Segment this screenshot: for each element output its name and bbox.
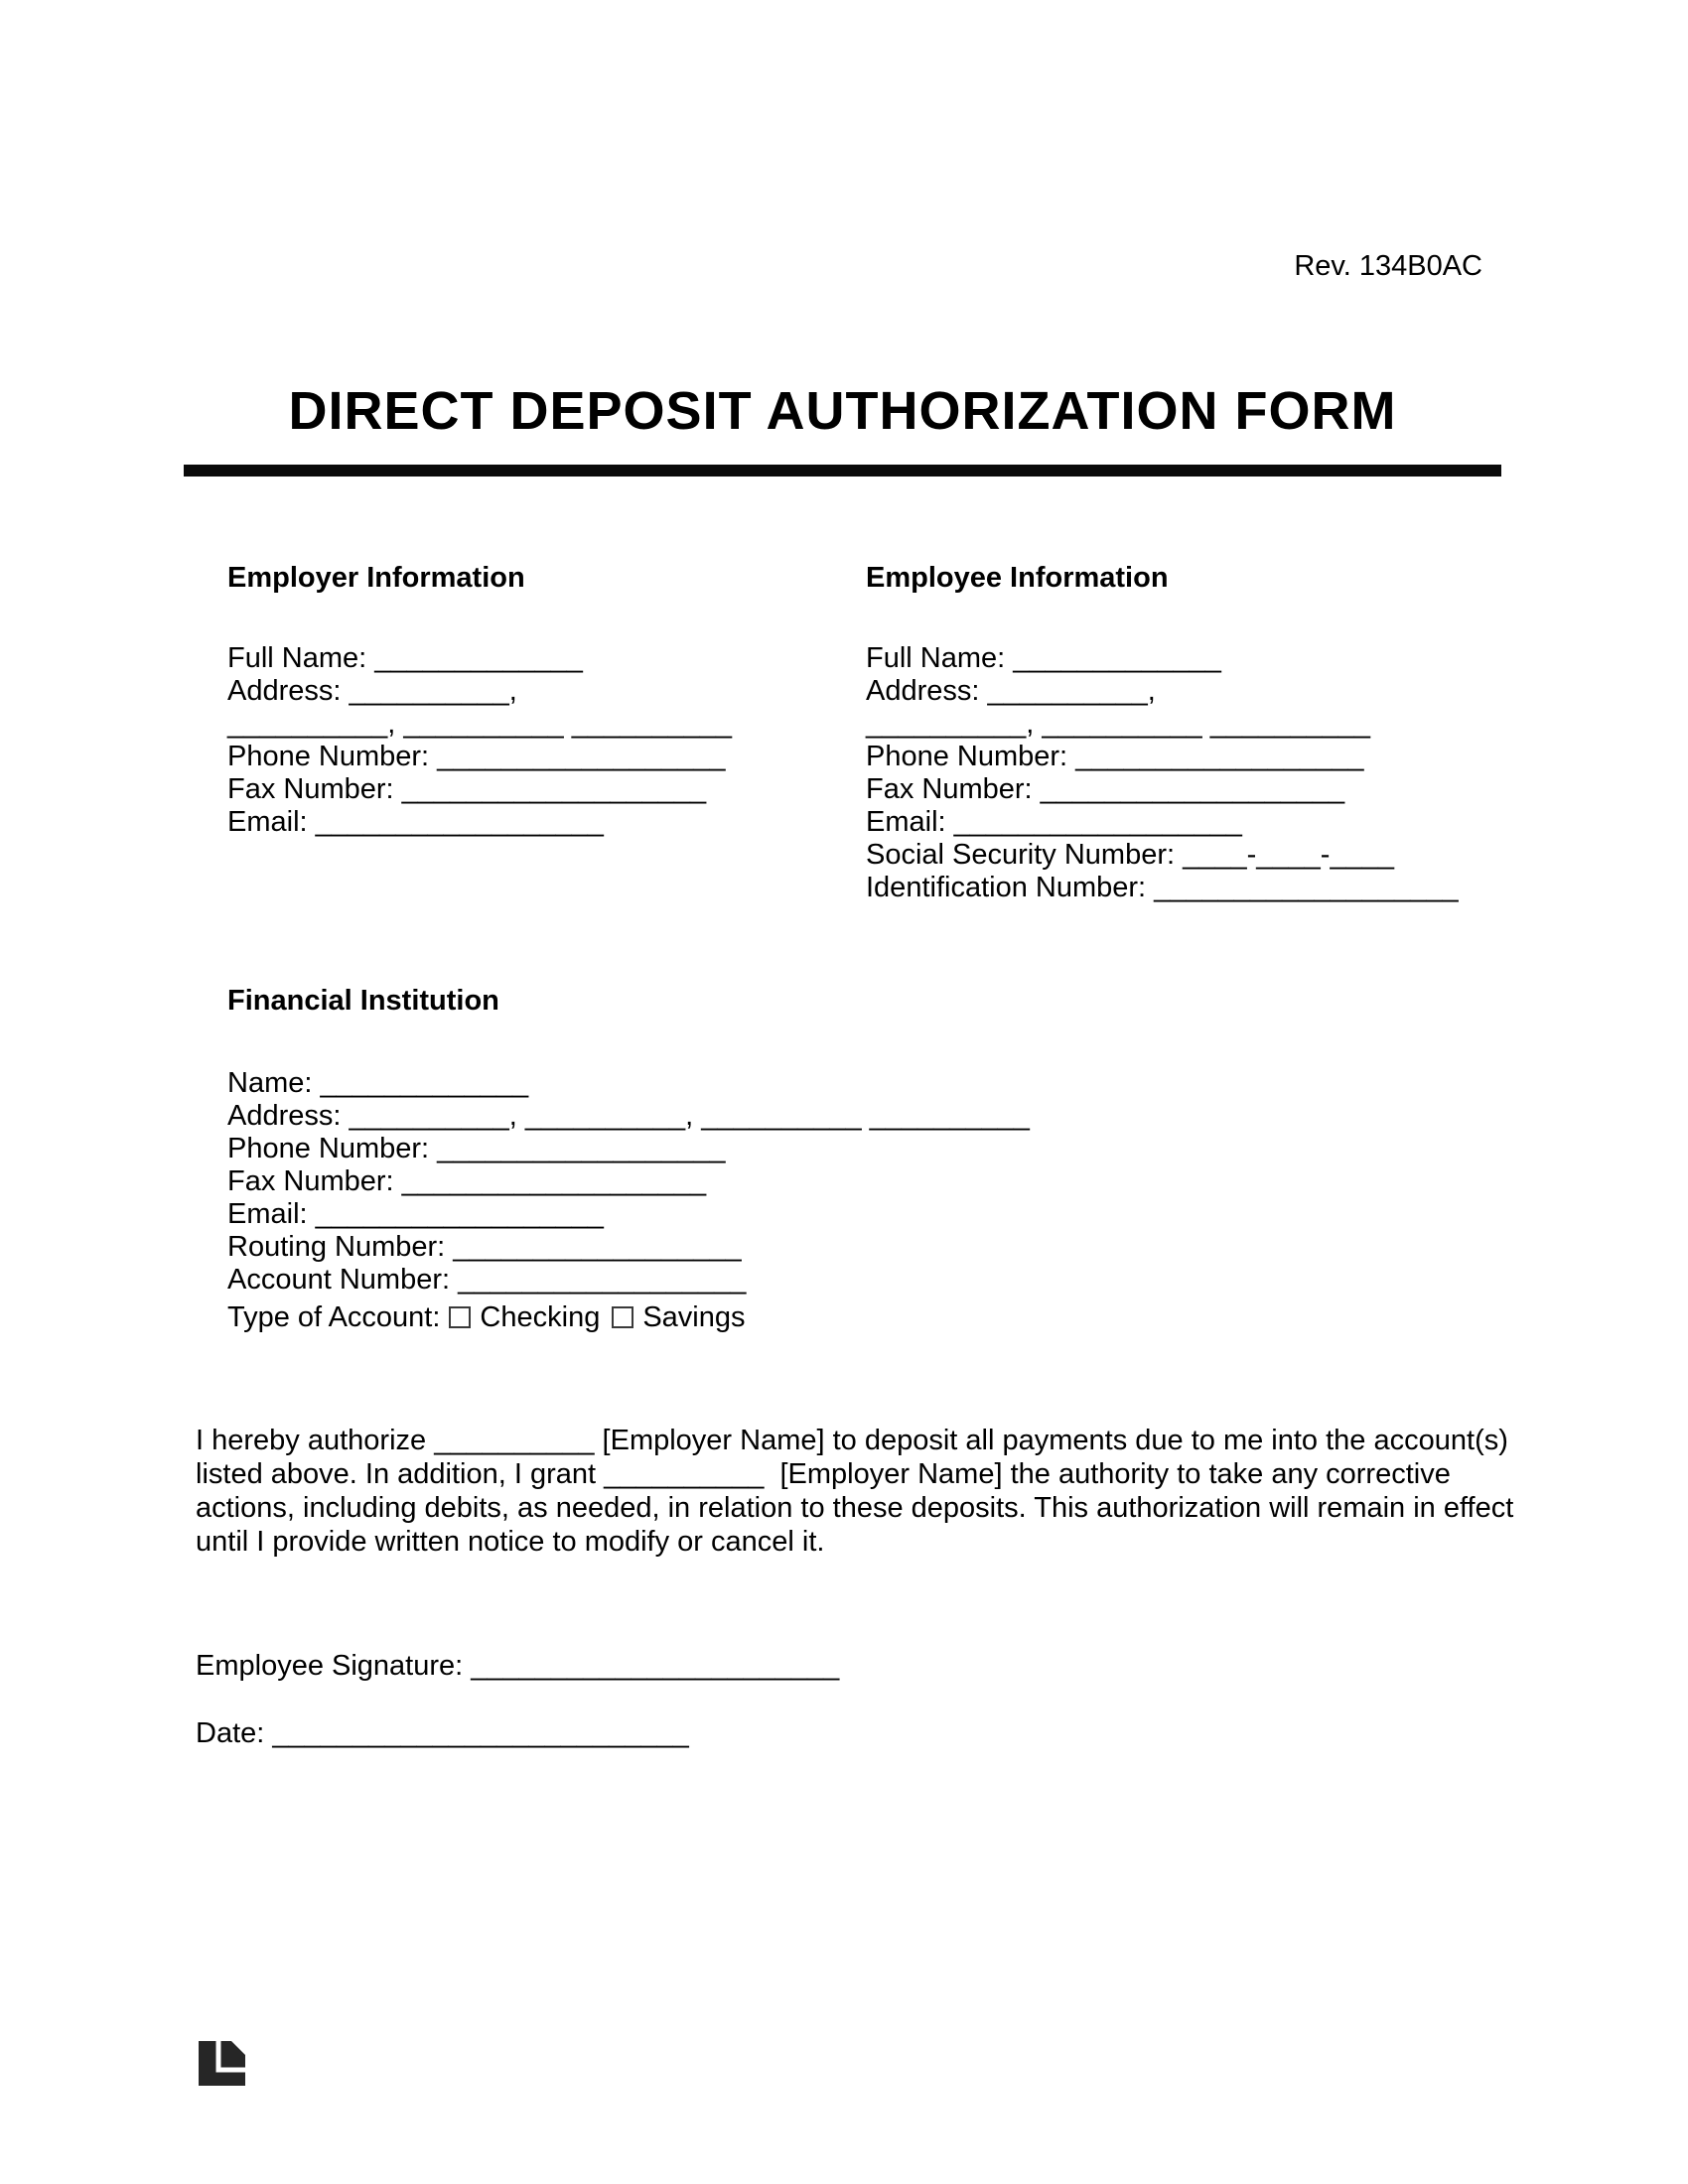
employee-id-number-field: Identification Number: ___________________ — [866, 872, 1459, 903]
financial-account-number-field: Account Number: __________________ — [227, 1264, 747, 1296]
financial-institution-section — [227, 985, 1030, 1334]
employee-ssn-field: Social Security Number: ____-____-____ — [866, 839, 1394, 871]
employee-information-section — [866, 562, 1459, 904]
revision-number: Rev. 134B0AC — [1294, 250, 1482, 282]
title-divider — [184, 465, 1501, 477]
employer-fax-field: Fax Number: ___________________ — [227, 773, 707, 805]
employer-phone-field: Phone Number: __________________ — [227, 741, 726, 772]
date-field: Date: __________________________ — [196, 1717, 689, 1749]
financial-section-heading: Financial Institution — [227, 985, 499, 1017]
savings-checkbox — [612, 1306, 633, 1328]
checking-checkbox — [449, 1306, 471, 1328]
employer-section-heading: Employer Information — [227, 562, 525, 594]
legal-templates-logo — [199, 2041, 245, 2086]
checking-option-label: Checking — [480, 1301, 601, 1333]
employee-address-field-2: __________, __________ __________ — [866, 708, 1371, 740]
savings-option-label: Savings — [642, 1301, 746, 1333]
employee-email-field: Email: __________________ — [866, 806, 1242, 838]
employer-email-field: Email: __________________ — [227, 806, 604, 838]
employee-section-heading: Employee Information — [866, 562, 1169, 594]
type-of-account-label: Type of Account: — [227, 1301, 441, 1333]
financial-fax-field: Fax Number: ___________________ — [227, 1165, 707, 1197]
signature-section — [196, 1649, 839, 1750]
employer-full-name-field: Full Name: _____________ — [227, 642, 583, 674]
authorization-paragraph — [196, 1424, 1513, 1559]
financial-routing-number-field: Routing Number: __________________ — [227, 1231, 742, 1263]
employee-full-name-field: Full Name: _____________ — [866, 642, 1221, 674]
authorization-line: until I provide written notice to modify or cancel it. — [196, 1526, 825, 1558]
type-of-account-row — [227, 1301, 1030, 1334]
employer-information-section — [227, 562, 732, 839]
page-title: DIRECT DEPOSIT AUTHORIZATION FORM — [288, 381, 1397, 441]
employer-address-field-2: __________, __________ __________ — [227, 708, 733, 740]
authorization-line: listed above. In addition, I grant __________ [Employer Name] the authority to take any corrective — [196, 1458, 1451, 1490]
authorization-line: actions, including debits, as needed, in relation to these deposits. This authorization will remain in effect — [196, 1492, 1514, 1524]
financial-address-field: Address: __________, __________, __________ __________ — [227, 1100, 1030, 1132]
employee-address-field: Address: __________, — [866, 675, 1156, 707]
financial-phone-field: Phone Number: __________________ — [227, 1133, 726, 1164]
employee-signature-field: Employee Signature: _______________________ — [196, 1650, 840, 1682]
authorization-line: I hereby authorize __________ [Employer Name] to deposit all payments due to me into the account(s) — [196, 1425, 1508, 1456]
employer-address-field: Address: __________, — [227, 675, 517, 707]
employee-phone-field: Phone Number: __________________ — [866, 741, 1364, 772]
employee-fax-field: Fax Number: ___________________ — [866, 773, 1345, 805]
financial-name-field: Name: _____________ — [227, 1067, 529, 1099]
financial-email-field: Email: __________________ — [227, 1198, 604, 1230]
